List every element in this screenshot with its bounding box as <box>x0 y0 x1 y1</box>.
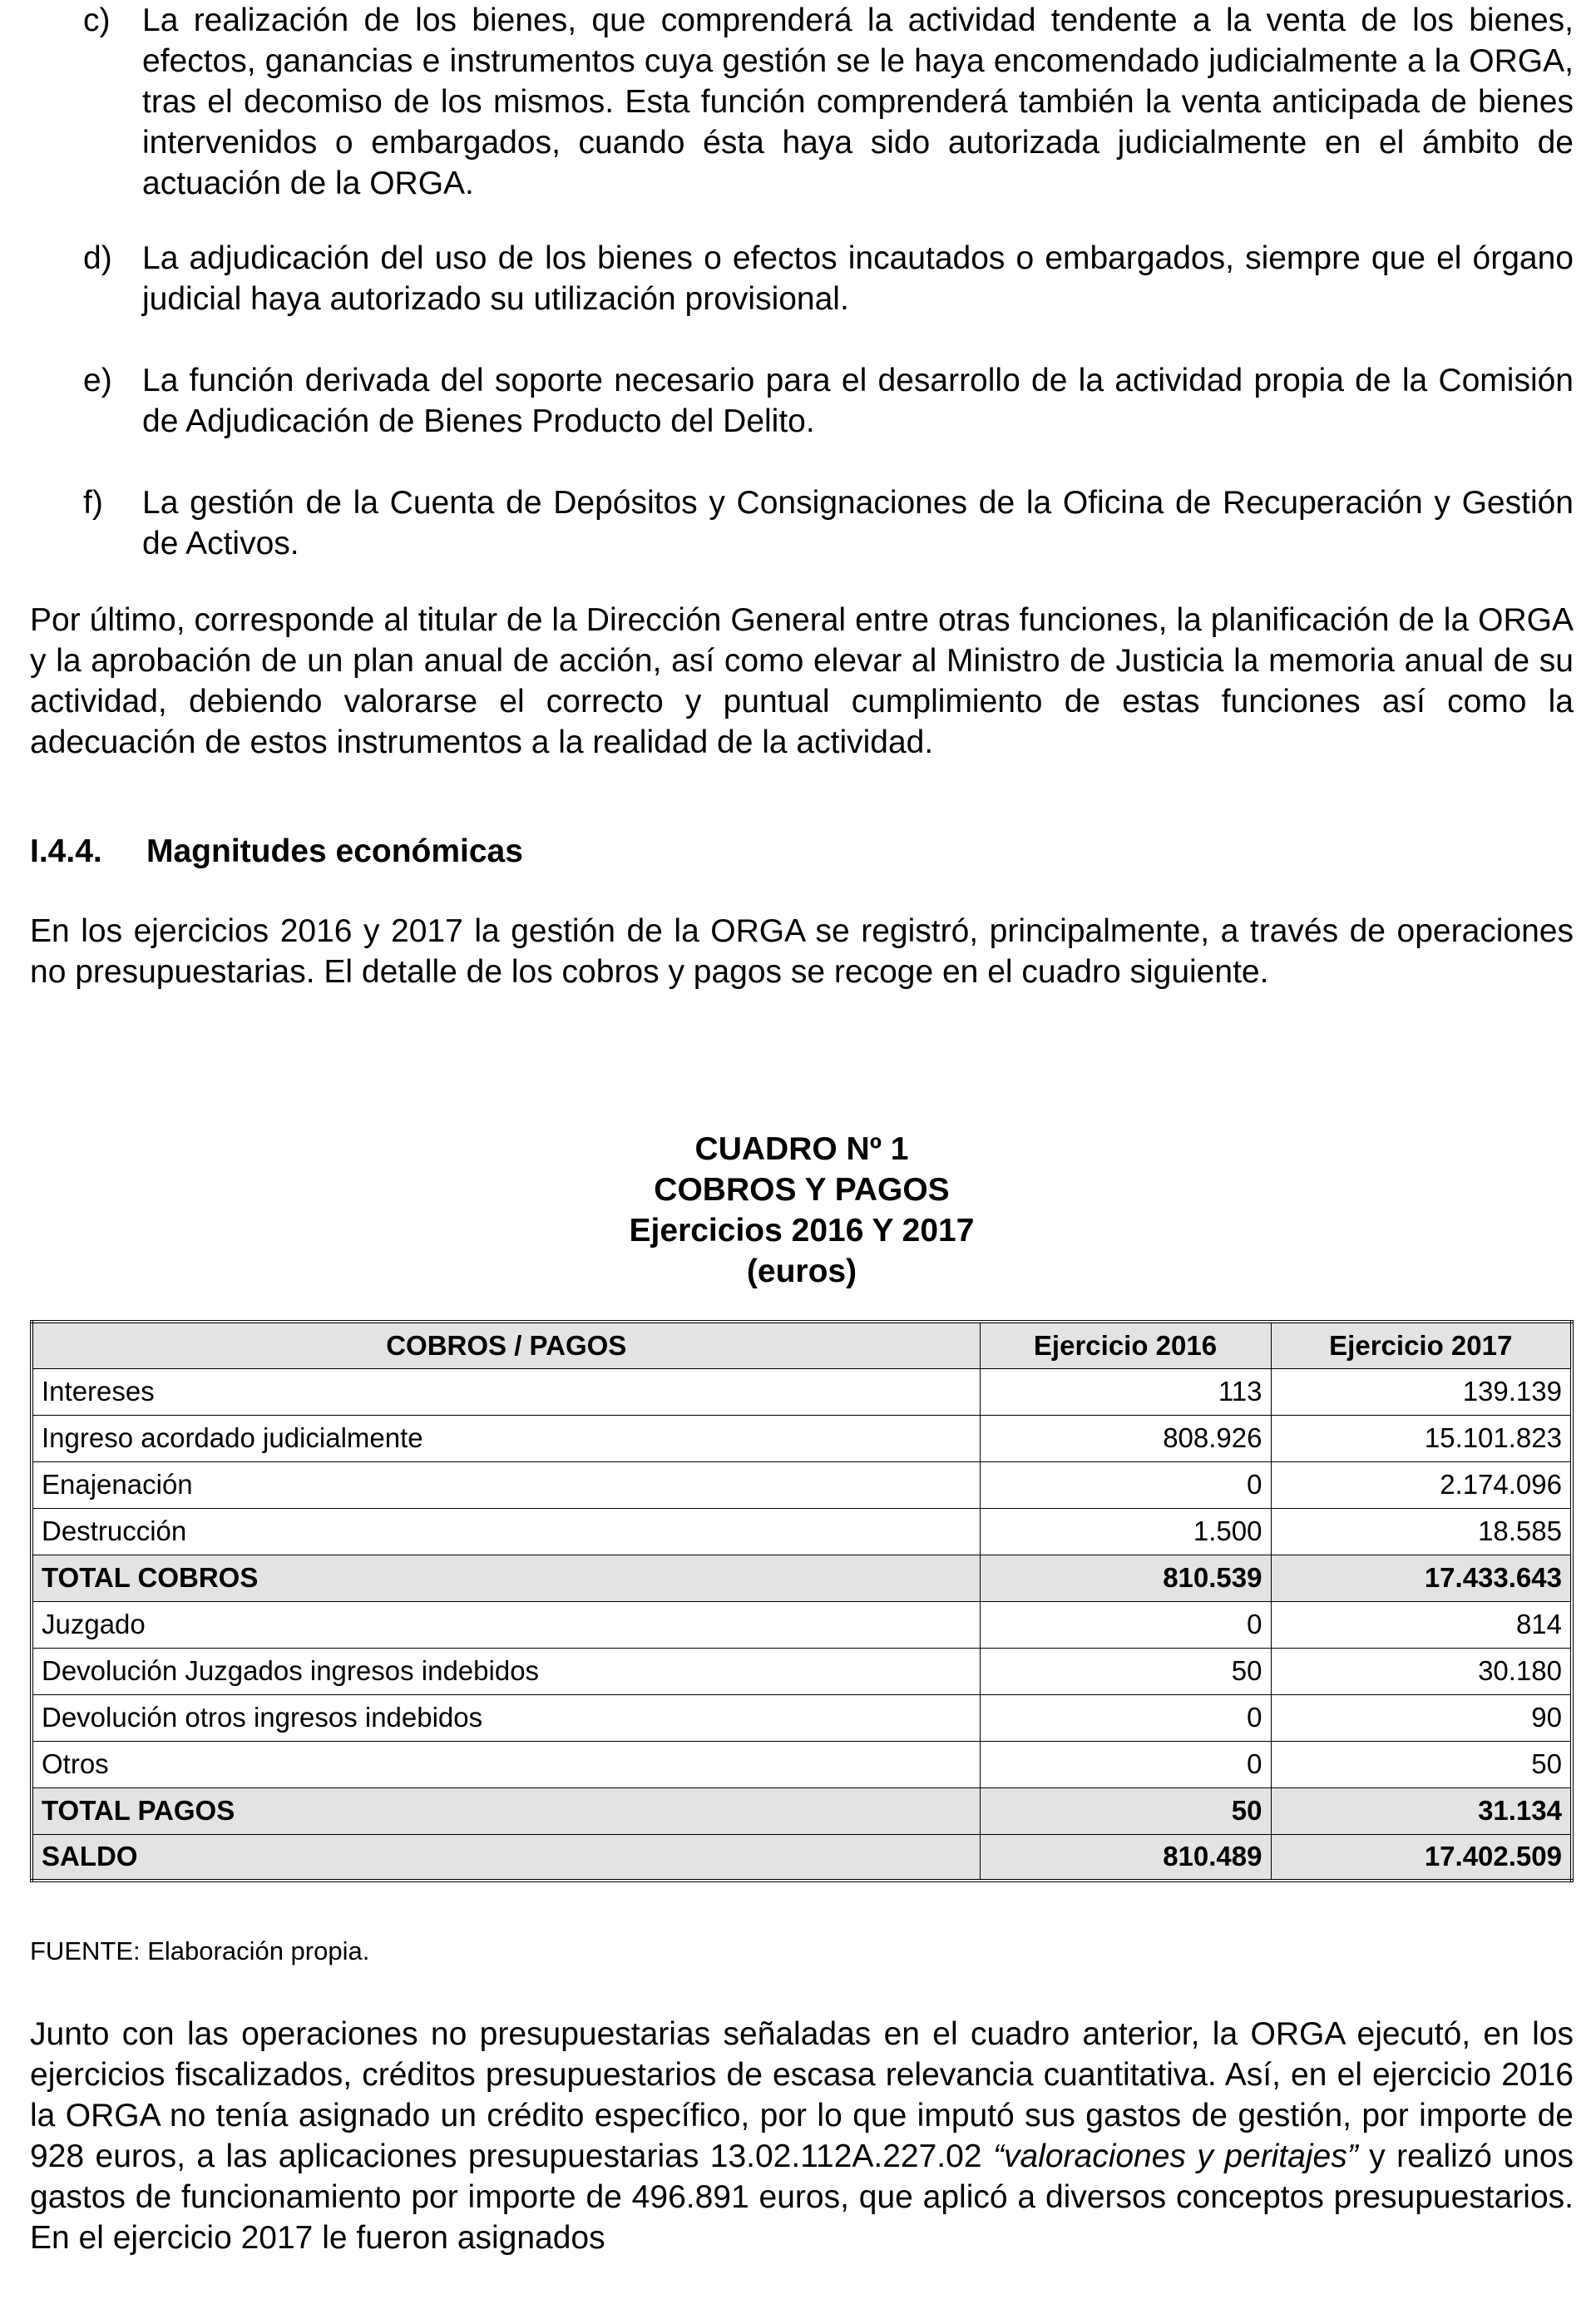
row-label: Juzgado <box>32 1601 980 1648</box>
paragraph-functions-summary: Por último, corresponde al titular de la Dirección General entre otras funciones, la planificación de la ORGA y la aprobación de un plan anual de acción, así como elevar al Ministro de Justicia la memoria anual de su actividad, debiendo valorarse el correcto y puntual cumplimiento de estas funciones así como la adecuación de estos instrumentos a la realidad de la actividad. <box>30 602 1574 760</box>
table-row <box>32 1648 1572 1694</box>
row-value-2016: 50 <box>980 1787 1271 1834</box>
row-value-2016: 810.489 <box>980 1834 1271 1881</box>
row-value-2017: 17.433.643 <box>1271 1555 1572 1601</box>
table-row <box>32 1461 1572 1508</box>
row-label: Otros <box>32 1741 980 1787</box>
row-label: TOTAL PAGOS <box>32 1787 980 1834</box>
list-text: La función derivada del soporte necesario para el desarrollo de la actividad propia de la Comisión de Adjudicación de Bienes Producto del Delito. <box>142 363 1574 439</box>
row-value-2016: 0 <box>980 1694 1271 1741</box>
paragraph-intro-table: En los ejercicios 2016 y 2017 la gestión de la ORGA se registró, principalmente, a través de operaciones no presupuestarias. El detalle de los cobros y pagos se recoge en el cuadro siguiente. <box>30 913 1574 990</box>
row-value-2017: 31.134 <box>1271 1787 1572 1834</box>
paragraph-budget-part2: y realizó unos gastos de funcionamiento por importe de 496.891 euros, que aplicó a diversos conceptos presupuestarios. En el ejercicio 2017 le fueron asignados <box>30 2138 1574 2256</box>
list-marker: c) <box>83 2 111 38</box>
row-value-2016: 0 <box>980 1741 1271 1787</box>
row-label: TOTAL COBROS <box>32 1555 980 1601</box>
row-value-2017: 50 <box>1271 1741 1572 1787</box>
list-marker: e) <box>83 363 112 398</box>
row-value-2016: 0 <box>980 1461 1271 1508</box>
paragraph-budget-italic: “valoraciones y peritajes” <box>992 2138 1358 2174</box>
row-label: Destrucción <box>32 1508 980 1555</box>
table-caption <box>30 1129 1574 1292</box>
list-item <box>30 482 1574 564</box>
table-row <box>32 1508 1572 1555</box>
row-label: Devolución Juzgados ingresos indebidos <box>32 1648 980 1694</box>
row-value-2016: 0 <box>980 1601 1271 1648</box>
row-value-2017: 30.180 <box>1271 1648 1572 1694</box>
table-total-row <box>32 1555 1572 1601</box>
list-item <box>30 238 1574 319</box>
list-text: La gestión de la Cuenta de Depósitos y Consignaciones de la Oficina de Recuperación y Gestión de Activos. <box>142 485 1574 561</box>
caption-line: CUADRO Nº 1 <box>694 1131 909 1167</box>
header-concept: COBROS / PAGOS <box>32 1322 980 1368</box>
row-value-2017: 17.402.509 <box>1271 1834 1572 1881</box>
section-number: I.4.4. <box>30 833 102 869</box>
table-row <box>32 1694 1572 1741</box>
caption-line: Ejercicios 2016 Y 2017 <box>629 1213 975 1248</box>
list-text: La adjudicación del uso de los bienes o efectos incautados o embargados, siempre que el órgano judicial haya autorizado su utilización provisional. <box>142 240 1574 317</box>
table-header-row <box>32 1322 1572 1368</box>
table-row <box>32 1741 1572 1787</box>
row-value-2016: 113 <box>980 1368 1271 1415</box>
header-2017: Ejercicio 2017 <box>1271 1322 1572 1368</box>
table-row <box>32 1415 1572 1461</box>
row-value-2017: 90 <box>1271 1694 1572 1741</box>
list-marker: f) <box>83 485 103 521</box>
row-label: Ingreso acordado judicialmente <box>32 1415 980 1461</box>
row-value-2016: 808.926 <box>980 1415 1271 1461</box>
row-value-2017: 139.139 <box>1271 1368 1572 1415</box>
cobros-pagos-table <box>30 1320 1574 1882</box>
source-note: FUENTE: Elaboración propia. <box>30 1936 370 1965</box>
row-value-2016: 1.500 <box>980 1508 1271 1555</box>
table-total-row <box>32 1834 1572 1881</box>
row-value-2017: 15.101.823 <box>1271 1415 1572 1461</box>
list-item <box>30 360 1574 442</box>
table-total-row <box>32 1787 1572 1834</box>
table-row <box>32 1601 1572 1648</box>
paragraph-budget-part1: Junto con las operaciones no presupuestarias señaladas en el cuadro anterior, la ORGA ejecutó, en los ejercicios fiscalizados, créditos presupuestarios de escasa relevancia cuantitativa. Así, en el ejercicio 2016 la ORGA no tenía asignado un crédito específico, por lo que imputó sus gastos de gestión, por importe de 928 euros, a las aplicaciones presupuestarias 13.02.112A.227.02 <box>30 2016 1574 2174</box>
row-label: Intereses <box>32 1368 980 1415</box>
caption-line: COBROS Y PAGOS <box>654 1172 950 1208</box>
paragraph-budget <box>30 2014 1574 2258</box>
list-text: La realización de los bienes, que comprenderá la actividad tendente a la venta de los bienes, efectos, ganancias e instrumentos cuya gestión se le haya encomendado judicialmente a la ORGA, tras el decomiso de los mismos. Esta función comprenderá también la venta anticipada de bienes intervenidos o embargados, cuando ésta haya sido autorizada judicialmente en el ámbito de actuación de la ORGA. <box>142 2 1574 201</box>
row-value-2017: 814 <box>1271 1601 1572 1648</box>
list-item <box>30 0 1574 204</box>
row-value-2016: 810.539 <box>980 1555 1271 1601</box>
row-value-2016: 50 <box>980 1648 1271 1694</box>
row-label: Devolución otros ingresos indebidos <box>32 1694 980 1741</box>
table-body <box>32 1368 1572 1881</box>
table-row <box>32 1368 1572 1415</box>
row-label: Enajenación <box>32 1461 980 1508</box>
caption-line: (euros) <box>746 1253 857 1289</box>
section-title: Magnitudes económicas <box>146 833 523 869</box>
list-marker: d) <box>83 240 112 276</box>
row-value-2017: 2.174.096 <box>1271 1461 1572 1508</box>
row-label: SALDO <box>32 1834 980 1881</box>
header-2016: Ejercicio 2016 <box>980 1322 1271 1368</box>
section-heading <box>30 831 523 872</box>
row-value-2017: 18.585 <box>1271 1508 1572 1555</box>
